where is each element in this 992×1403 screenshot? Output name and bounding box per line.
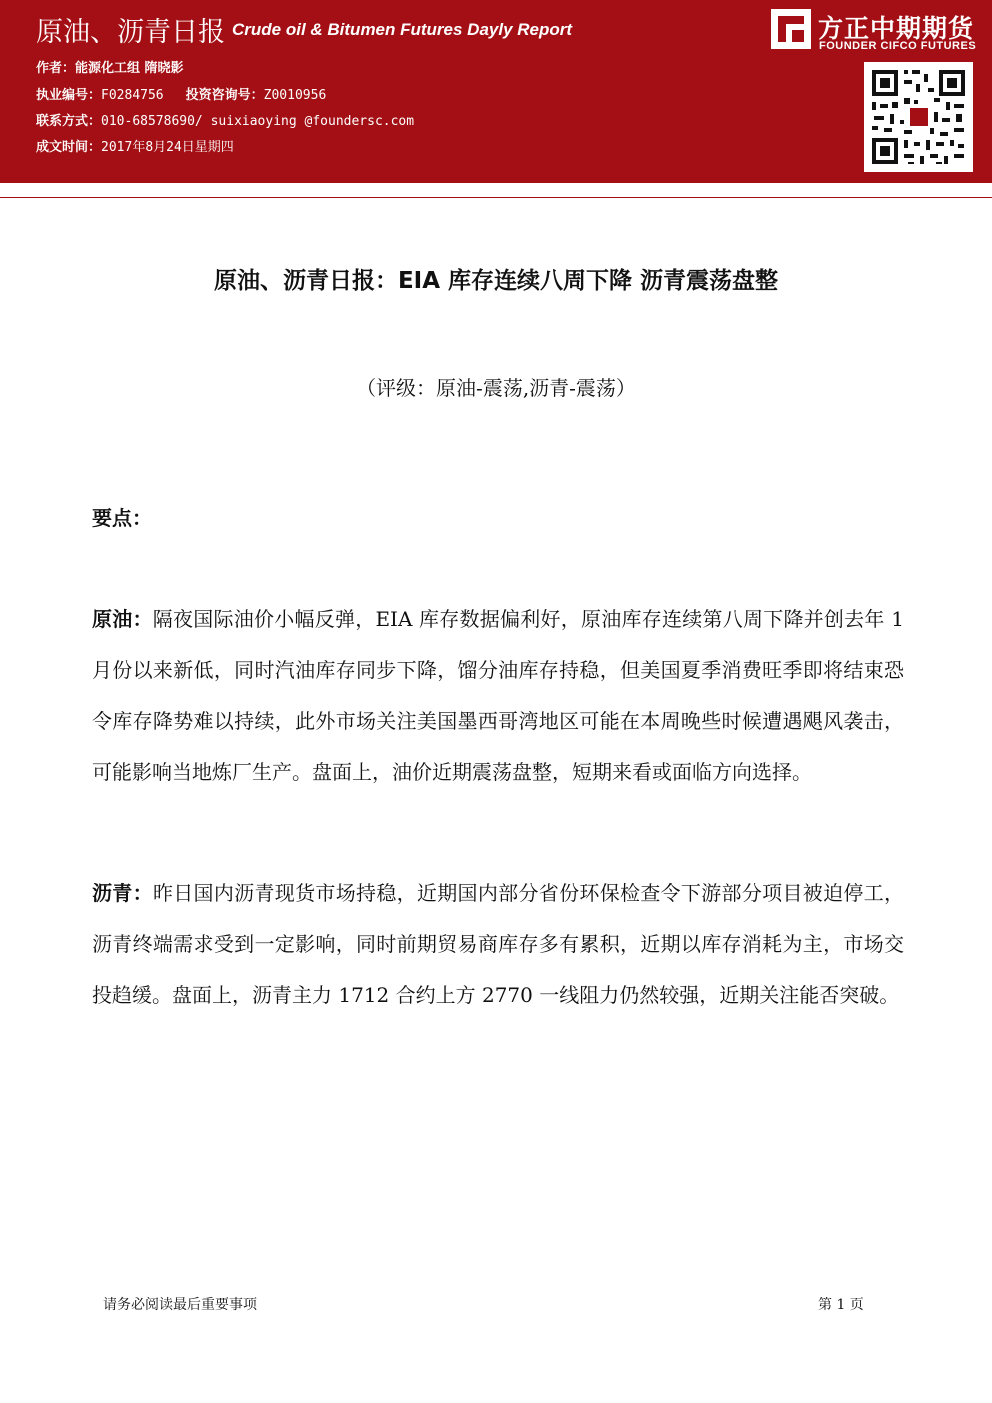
page-number: 第 1 页 — [818, 1297, 864, 1313]
report-title: 原油、沥青日报：EIA 库存连续八周下降 沥青震荡盘整 — [213, 268, 779, 294]
footer-notice: 请务必阅读最后重要事项 — [103, 1297, 257, 1313]
license-label: 执业编号： — [36, 88, 102, 103]
author-value: 能源化工组 隋晓影 — [75, 61, 184, 76]
license-value: F0284756 — [101, 88, 164, 103]
report-header — [0, 0, 992, 181]
date-line — [36, 136, 234, 155]
bitumen-paragraph — [92, 868, 904, 1021]
crude-text: 隔夜国际油价小幅反弹，EIA 库存数据偏利好，原油库存连续第八周下降并创去年 1 月份以来新低，同时汽油库存同步下降，馏分油库存持稳，但美国夏季消费旺季即将结束恐令库存降势难以持续，此外市场关注美国墨西哥湾地区可能在本周晚些时候遭遇飓风袭击，可能影响当地炼厂生产。盘面上，油价近期震荡盘整，短期来看或面临方向选择。 — [92, 607, 905, 784]
header-title: 原油、沥青日报 — [36, 17, 225, 48]
contact-label: 联系方式： — [36, 114, 102, 129]
advisory-label: 投资咨询号： — [185, 88, 264, 103]
author-line — [36, 57, 184, 76]
qr-code-icon — [864, 62, 973, 172]
contact-line — [36, 110, 414, 129]
logo-name-cn: 方正中期期货 — [818, 14, 975, 43]
license-line — [36, 84, 326, 103]
contact-value: 010-68578690/ suixiaoying @foundersc.com — [101, 114, 415, 129]
founder-logo-icon — [770, 8, 812, 50]
bitumen-text: 昨日国内沥青现货市场持稳，近期国内部分省份环保检查令下游部分项目被迫停工，沥青终端需求受到一定影响，同时前期贸易商库存多有累积，近期以库存消耗为主，市场交投趋缓。盘面上，沥青主力 1712 合约上方 2770 一线阻力仍然较强，近期关注能否突破。 — [92, 881, 905, 1007]
crude-label: 原油： — [92, 607, 153, 631]
rating: （评级：原油-震荡,沥青-震荡） — [356, 376, 636, 400]
author-label: 作者： — [36, 61, 76, 76]
date-label: 成文时间： — [36, 140, 102, 155]
advisory-value: Z0010956 — [263, 88, 327, 103]
key-points-label: 要点： — [92, 506, 152, 530]
founder-logo — [770, 8, 986, 56]
crude-paragraph — [92, 594, 904, 798]
date-value: 2017年8月24日星期四 — [101, 140, 234, 155]
logo-name-en: FOUNDER CIFCO FUTURES — [819, 40, 977, 52]
header-title-en: Crude oil & Bitumen Futures Dayly Report — [232, 20, 573, 39]
bitumen-label: 沥青： — [92, 881, 153, 905]
header-divider — [0, 181, 992, 198]
